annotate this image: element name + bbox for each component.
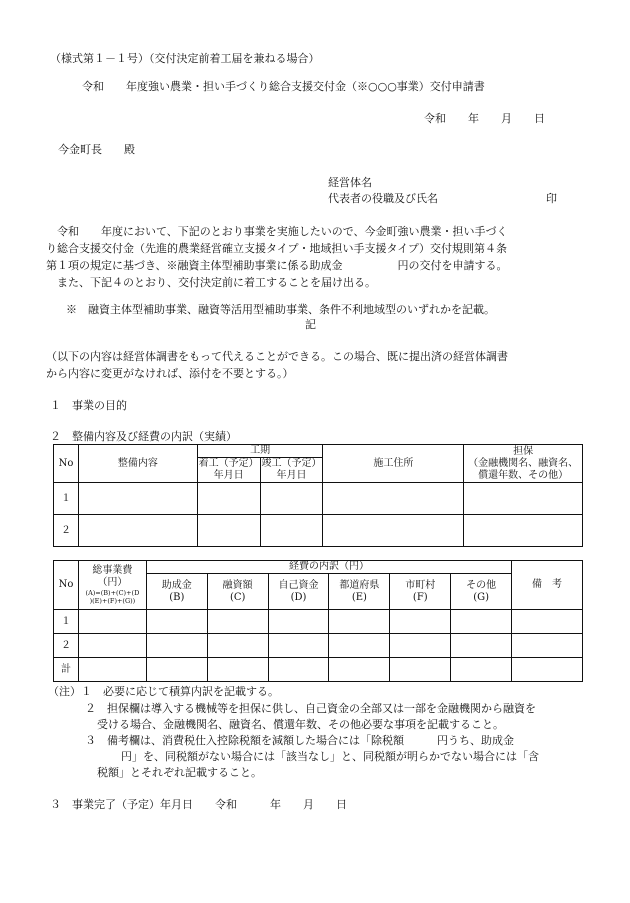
input-cell[interactable] [329,634,390,658]
row-number: ２ [54,634,79,658]
header-own-funds: 自己資金 (D) [268,574,329,610]
row-number: １ [54,610,79,634]
org-name-label: 経営体名 [328,176,372,189]
section-3-heading: ３ 事業完了（予定）年月日 令和 年 月 日 [50,798,347,811]
input-cell[interactable] [78,483,197,515]
total-label: 総事業費 [92,565,133,576]
input-cell[interactable] [390,634,451,658]
header-no: No [54,445,79,483]
section-2-heading: ２ 整備内容及び経費の内訳（実績） [50,430,237,443]
body-line: 第１項の規定に基づき、※融資主体型補助事業に係る助成金 円の交付を申請する。 [46,259,508,272]
table-row [54,634,583,658]
total-unit: （円） [97,577,128,588]
body-line: 令和 年度において、下記のとおり事業を実施したいので、今金町強い農業・担い手づく [46,225,508,238]
header-total [78,561,146,610]
paren-line: （以下の内容は経営体調書をもって代えることができる。この場合、既に提出済の経営体調書 [46,350,508,363]
header-finish: 竣工（予定） 年月日 [261,458,322,481]
input-cell[interactable] [451,634,512,658]
seal-mark: 印 [546,192,557,205]
input-cell[interactable] [260,515,323,547]
header-prefecture: 都道府県 (E) [329,574,390,610]
input-cell[interactable] [464,515,583,547]
input-cell[interactable] [260,483,323,515]
input-cell[interactable] [207,610,268,634]
input-cell[interactable] [146,634,207,658]
table-row-total [54,658,583,682]
input-cell[interactable] [512,634,583,658]
input-cell[interactable] [78,658,146,682]
paren-line: から内容に変更がなければ、添付を不要とする。） [46,367,294,380]
section-1-heading: １ 事業の目的 [50,399,127,412]
input-cell[interactable] [451,658,512,682]
header-other: その他 (G) [451,574,512,610]
ki-marker: 記 [305,318,316,331]
body-line: り総合支援交付金（先進的農業経営確立支援タイプ・地域担い手支援タイプ）交付規則第４条 [46,242,508,255]
input-cell[interactable] [451,610,512,634]
addressee: 今金町長 殿 [58,143,135,156]
input-cell[interactable] [197,515,260,547]
form-number: （様式第１－１号）（交付決定前着工届を兼ねる場合） [50,52,320,65]
input-cell[interactable] [268,634,329,658]
input-cell[interactable] [207,658,268,682]
total-formula: )(E)+(F)+(G)) [89,597,136,605]
row-total-label: 計 [54,658,79,682]
input-cell[interactable] [323,483,464,515]
table-row [54,483,583,515]
input-cell[interactable] [390,658,451,682]
header-no: No [54,561,79,610]
input-cell[interactable] [329,658,390,682]
collateral-title: 担保 [513,445,534,457]
input-cell[interactable] [146,658,207,682]
input-cell[interactable] [78,610,146,634]
note-3-cont: 税額」とそれぞれ記載すること。 [97,766,262,779]
cost-table [53,560,583,682]
input-cell[interactable] [268,658,329,682]
note-1: （注）１ 必要に応じて積算内訳を記載する。 [48,685,279,698]
date-line: 令和 年 月 日 [424,112,545,125]
input-cell[interactable] [512,610,583,634]
header-content: 整備内容 [78,445,197,483]
collateral-detail: 償還年数、その他） [478,469,569,481]
note-2: ２ 担保欄は導入する機械等を担保に供し、自己資金の全部又は一部を金融機関から融資を [85,702,536,715]
header-location: 施工住所 [323,445,464,483]
star-note: ※ 融資主体型補助事業、融資等活用型補助事業、条件不利地域型のいずれかを記載。 [66,303,495,316]
input-cell[interactable] [207,634,268,658]
input-cell[interactable] [78,515,197,547]
table-row [54,515,583,547]
header-remarks: 備 考 [512,561,583,610]
header-breakdown: 経費の内訳（円） [146,561,511,574]
document-title: 令和 年度強い農業・担い手づくり総合支援交付金（※○○○事業）交付申請書 [82,80,485,93]
header-loan: 融資額 (C) [207,574,268,610]
header-grant: 助成金 (B) [146,574,207,610]
input-cell[interactable] [329,610,390,634]
input-cell[interactable] [323,515,464,547]
header-period: 工期 [197,445,323,458]
paren-note [46,348,591,382]
input-cell[interactable] [78,634,146,658]
note-3: ３ 備考欄は、消費税仕入控除税額を減額した場合には「除税額 円うち、助成金 [85,734,514,747]
input-cell[interactable] [464,483,583,515]
row-number: １ [54,483,79,515]
body-text [46,223,584,291]
header-start: 着工（予定） 年月日 [198,458,259,481]
body-line: また、下記４のとおり、交付決定前に着工することを届け出る。 [46,276,376,289]
note-3-cont: 円」を、同税額がない場合には「該当なし」と、同税額が明らかでない場合には「含 [121,750,539,763]
note-2-cont: 受ける場合、金融機関名、融資名、償還年数、その他必要な事項を記載すること。 [97,718,504,731]
input-cell[interactable] [390,610,451,634]
input-cell[interactable] [146,610,207,634]
header-municipality: 市町村 (F) [390,574,451,610]
collateral-detail: （金融機関名、融資名、 [468,457,579,469]
row-number: ２ [54,515,79,547]
representative-label: 代表者の役職及び氏名 [328,192,438,205]
input-cell[interactable] [197,483,260,515]
works-table [53,444,583,547]
header-collateral [464,445,583,483]
total-formula: (A)=(B)+(C)+(D [85,589,140,597]
input-cell[interactable] [268,610,329,634]
input-cell[interactable] [512,658,583,682]
table-row [54,610,583,634]
